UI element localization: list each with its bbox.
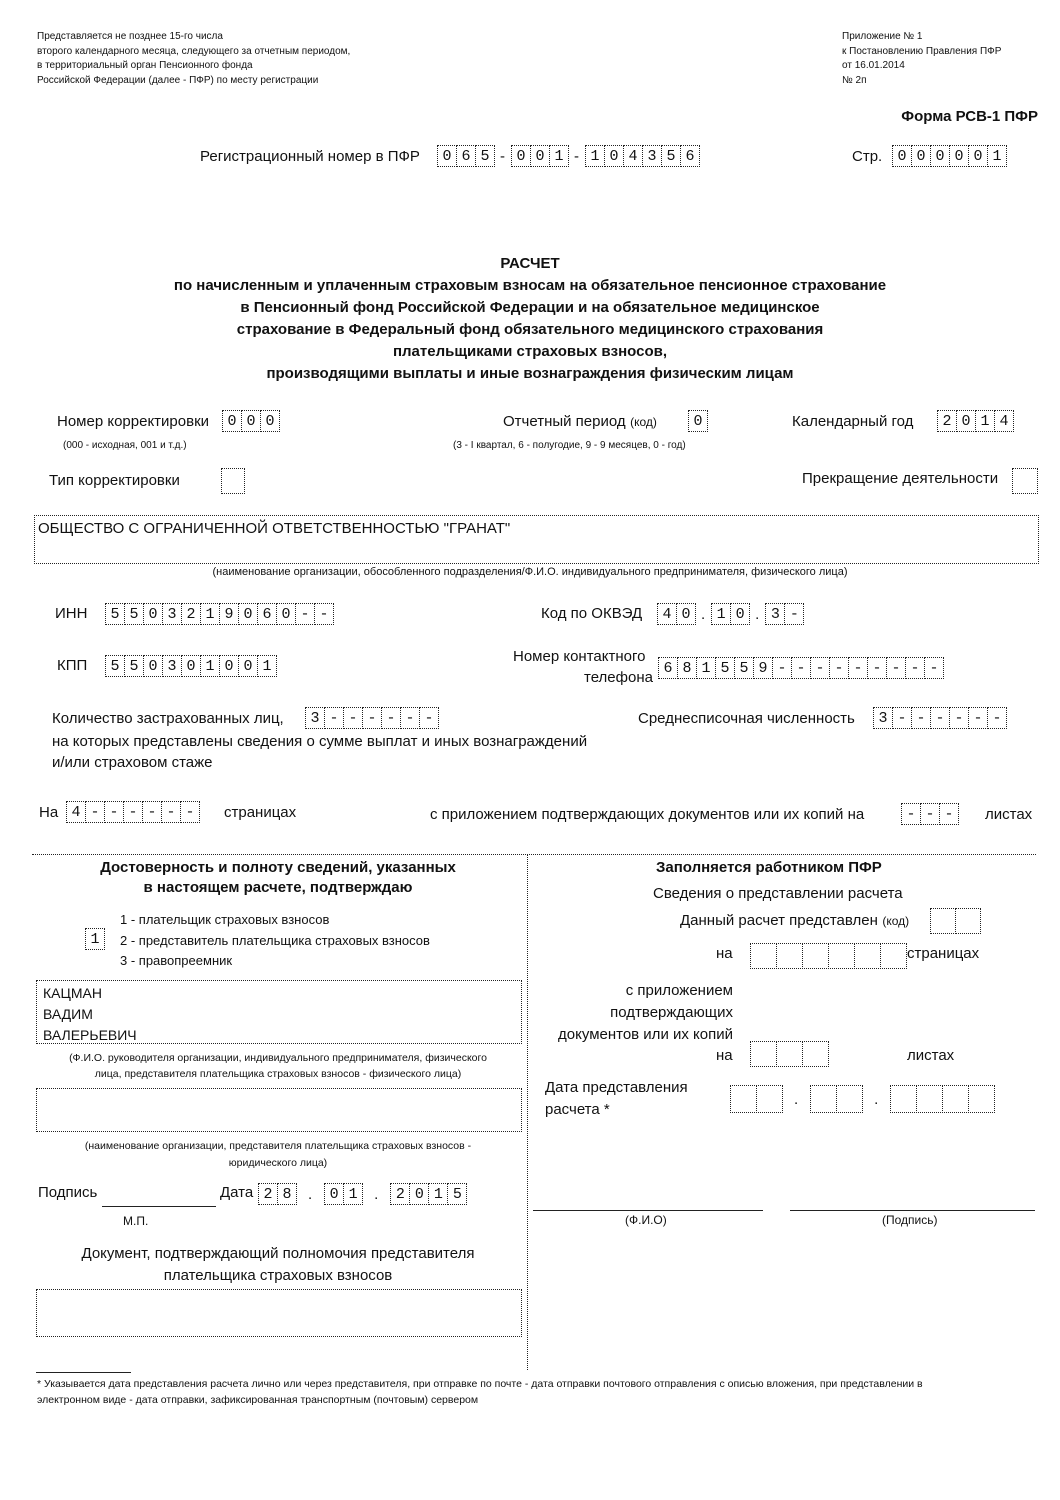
avg-cell[interactable]: -: [987, 707, 1007, 729]
reg-cell[interactable]: 6: [680, 145, 700, 167]
reg-cell[interactable]: 5: [475, 145, 495, 167]
pfr-subheading: Сведения о представлении расчета: [653, 885, 903, 902]
reg-cell[interactable]: 0: [437, 145, 457, 167]
correction-number-label: Номер корректировки: [57, 413, 210, 430]
reg-cell[interactable]: 0: [530, 145, 550, 167]
pfr-date-cell[interactable]: [942, 1085, 969, 1113]
avg-cell[interactable]: -: [892, 707, 912, 729]
page-cell[interactable]: 0: [892, 145, 912, 167]
section-divider: [32, 854, 1036, 855]
pfr-fio-line[interactable]: [533, 1210, 763, 1211]
fio-name: ВАДИМ: [43, 1006, 93, 1022]
insured-cell[interactable]: -: [400, 707, 420, 729]
kpp-cell[interactable]: 0: [181, 655, 201, 677]
inn-cell[interactable]: -: [314, 603, 334, 625]
kpp-cell[interactable]: 0: [238, 655, 258, 677]
page-cell[interactable]: 1: [987, 145, 1007, 167]
period-hint: (3 - I квартал, 6 - полугодие, 9 - 9 месяцев, 0 - год): [453, 440, 686, 451]
title-line: страхование в Федеральный фонд обязательного медицинского страхования: [236, 321, 824, 338]
okved-dot: .: [755, 605, 760, 623]
note-line: от 16.01.2014: [842, 60, 905, 71]
pfr-pages-cell[interactable]: [776, 943, 803, 969]
confirmation-heading: [32, 858, 524, 898]
period-label-group: [503, 413, 657, 431]
phone-cell[interactable]: 6: [658, 657, 678, 679]
pfr-pages-cell[interactable]: [750, 943, 777, 969]
pfr-attachment-label: [540, 980, 733, 1046]
page-label: Стр.: [852, 148, 883, 165]
phone-label-line2: телефона: [584, 669, 653, 686]
footnote-rule: [36, 1372, 131, 1373]
pfr-date-label: [545, 1077, 688, 1121]
inn-cell[interactable]: 3: [162, 603, 182, 625]
signer-fio: [43, 983, 137, 1046]
inn-cell[interactable]: 1: [200, 603, 220, 625]
correction-cell[interactable]: 0: [222, 410, 242, 432]
pfr-date-cell[interactable]: [890, 1085, 917, 1113]
okved-label: Код по ОКВЭД: [541, 605, 643, 622]
kpp-cell[interactable]: 1: [257, 655, 277, 677]
date-dot: .: [308, 1185, 313, 1203]
kpp-cell[interactable]: 1: [200, 655, 220, 677]
inn-cell[interactable]: 0: [276, 603, 296, 625]
organization-hint: (наименование организации, обособленного подразделения/Ф.И.О. индивидуального предпринимателя, физического лица): [212, 566, 848, 578]
note-line: № 2п: [842, 74, 867, 86]
signer-fio-field[interactable]: [36, 980, 522, 1044]
date-cell[interactable]: 1: [428, 1183, 448, 1205]
insured-cell[interactable]: -: [381, 707, 401, 729]
pfr-pages-cell[interactable]: [828, 943, 855, 969]
period-label: Отчетный период: [503, 413, 626, 430]
hint-line: юридического лица): [228, 1157, 328, 1169]
signer-options: [120, 910, 430, 972]
okved-dot: .: [701, 605, 706, 623]
inn-cell[interactable]: 5: [105, 603, 125, 625]
pages-prefix: На: [39, 804, 59, 821]
kpp-cell[interactable]: 3: [162, 655, 182, 677]
form-name: Форма РСВ-1 ПФР: [901, 108, 1038, 125]
okved-cell[interactable]: 1: [711, 603, 731, 625]
pfr-date-cell[interactable]: [810, 1085, 837, 1113]
pages-suffix: страницах: [224, 804, 297, 821]
authority-doc-label: [32, 1243, 524, 1287]
pfr-sheets-cell[interactable]: [776, 1041, 803, 1067]
note-line: Представляется не позднее 15-го числа: [37, 31, 223, 42]
phone-cell[interactable]: 8: [677, 657, 697, 679]
presented-label: Данный расчет представлен: [680, 912, 878, 929]
phone-cell[interactable]: -: [924, 657, 944, 679]
pfr-date-cell[interactable]: [968, 1085, 995, 1113]
pfr-pages-word: страницах: [907, 945, 980, 962]
phone-cell[interactable]: -: [867, 657, 887, 679]
insured-label-line1: Количество застрахованных лиц,: [52, 710, 284, 727]
phone-cell[interactable]: 9: [753, 657, 773, 679]
correction-cell[interactable]: 0: [260, 410, 280, 432]
termination-label: Прекращение деятельности: [802, 470, 999, 487]
document-title: [0, 253, 1060, 385]
pfr-date-dot: .: [794, 1090, 799, 1108]
reg-cell[interactable]: 0: [604, 145, 624, 167]
phone-cell[interactable]: -: [810, 657, 830, 679]
presented-label-group: [680, 912, 909, 930]
correction-hint: (000 - исходная, 001 и т.д.): [63, 440, 187, 451]
appendix-note: [842, 30, 1001, 88]
title-line: в Пенсионный фонд Российской Федерации и на обязательное медицинское: [240, 299, 820, 316]
insured-label-line2: на которых представлены сведения о сумме выплат и иных вознаграждений: [52, 733, 588, 750]
page-cell[interactable]: 0: [968, 145, 988, 167]
avg-headcount-label: Среднесписочная численность: [638, 710, 855, 727]
attachment-suffix: листах: [985, 806, 1033, 823]
note-line: к Постановлению Правления ПФР: [842, 45, 1002, 57]
pfr-sheets-cell[interactable]: [802, 1041, 829, 1067]
pages-cell[interactable]: -: [85, 801, 105, 823]
date-cell[interactable]: 5: [447, 1183, 467, 1205]
pages-cell[interactable]: -: [104, 801, 124, 823]
phone-cell[interactable]: -: [886, 657, 906, 679]
kpp-cell[interactable]: 5: [124, 655, 144, 677]
attachment-cell[interactable]: -: [901, 803, 921, 825]
pfr-on-label: на: [716, 945, 733, 962]
heading-line: в настоящем расчете, подтверждаю: [143, 879, 413, 896]
okved-cell[interactable]: -: [784, 603, 804, 625]
signer-option: 1 - плательщик страховых взносов: [120, 912, 330, 927]
insured-label-line3: и/или страховом стаже: [52, 754, 213, 771]
pfr-pages-cell[interactable]: [880, 943, 907, 969]
pfr-code-cell[interactable]: [930, 908, 956, 934]
pages-cell[interactable]: -: [123, 801, 143, 823]
note-line: Российской Федерации (далее - ПФР) по месту регистрации: [37, 74, 319, 86]
reg-separator: -: [500, 147, 505, 165]
pfr-pages-cell[interactable]: [802, 943, 829, 969]
reg-cell[interactable]: 1: [585, 145, 605, 167]
okved-cell[interactable]: 0: [676, 603, 696, 625]
insured-cell[interactable]: -: [324, 707, 344, 729]
reg-cell[interactable]: 1: [549, 145, 569, 167]
attachment-cell[interactable]: -: [920, 803, 940, 825]
date-cell[interactable]: 1: [343, 1183, 363, 1205]
year-cell[interactable]: 2: [937, 410, 957, 432]
period-cell[interactable]: 0: [688, 410, 708, 432]
reg-cell[interactable]: 5: [661, 145, 681, 167]
label-line: документов или их копий: [558, 1026, 733, 1043]
representative-org-field[interactable]: [36, 1088, 522, 1132]
page-cell[interactable]: 0: [949, 145, 969, 167]
pfr-date-cell[interactable]: [756, 1085, 783, 1113]
page-cell[interactable]: 0: [911, 145, 931, 167]
fio-hint: [32, 1050, 524, 1082]
title-main: РАСЧЕТ: [500, 255, 560, 272]
insured-cell[interactable]: -: [343, 707, 363, 729]
correction-cell[interactable]: 0: [241, 410, 261, 432]
date-cell[interactable]: 0: [409, 1183, 429, 1205]
signature-line[interactable]: [102, 1206, 216, 1207]
phone-cell[interactable]: 1: [696, 657, 716, 679]
pfr-fio-caption: (Ф.И.О): [625, 1213, 667, 1227]
pages-cell[interactable]: -: [161, 801, 181, 823]
avg-cell[interactable]: -: [930, 707, 950, 729]
reg-separator: -: [574, 147, 579, 165]
organization-name: ОБЩЕСТВО С ОГРАНИЧЕННОЙ ОТВЕТСТВЕННОСТЬЮ "ГРАНАТ": [38, 520, 511, 537]
org-hint: [32, 1138, 524, 1172]
date-dot: .: [374, 1185, 379, 1203]
avg-cell[interactable]: -: [911, 707, 931, 729]
inn-cell[interactable]: 0: [143, 603, 163, 625]
avg-cell[interactable]: 3: [873, 707, 893, 729]
reg-cell[interactable]: 0: [511, 145, 531, 167]
year-cell[interactable]: 4: [994, 410, 1014, 432]
hint-line: (Ф.И.О. руководителя организации, индивидуального предпринимателя, физического: [69, 1052, 487, 1064]
heading-line: Достоверность и полноту сведений, указанных: [100, 859, 456, 876]
pfr-signature-line[interactable]: [790, 1210, 1035, 1211]
signer-type-cell[interactable]: 1: [85, 928, 105, 950]
reg-cell[interactable]: 3: [642, 145, 662, 167]
okved-cell[interactable]: 3: [765, 603, 785, 625]
footnote-line: * Указывается дата представления расчета лично или через представителя, при отправке по почте - дата отправки почтового отправления с описью вложения, при представлении в: [37, 1378, 923, 1390]
fio-patronymic: ВАЛЕРЬЕВИЧ: [43, 1027, 137, 1043]
fio-surname: КАЦМАН: [43, 985, 102, 1001]
kpp-cell[interactable]: 0: [219, 655, 239, 677]
date-label: Дата: [220, 1184, 254, 1201]
date-cell[interactable]: 2: [390, 1183, 410, 1205]
insured-cell[interactable]: -: [362, 707, 382, 729]
pfr-date-dot: .: [874, 1090, 879, 1108]
reg-number-label: Регистрационный номер в ПФР: [200, 148, 420, 165]
reg-cell[interactable]: 6: [456, 145, 476, 167]
termination-cell[interactable]: [1012, 468, 1038, 494]
phone-cell[interactable]: -: [791, 657, 811, 679]
phone-cell[interactable]: -: [848, 657, 868, 679]
pfr-pages-cell[interactable]: [854, 943, 881, 969]
phone-cell[interactable]: -: [905, 657, 925, 679]
pfr-signature-caption: (Подпись): [882, 1213, 938, 1227]
pages-cell[interactable]: 4: [66, 801, 86, 823]
label-line: плательщика страховых взносов: [163, 1267, 393, 1284]
kpp-label: КПП: [57, 657, 88, 674]
presented-code-label: (код): [882, 914, 910, 928]
pfr-sheets-cell[interactable]: [750, 1041, 777, 1067]
okved-cell[interactable]: 0: [730, 603, 750, 625]
attachment-label: с приложением подтверждающих документов или их копий на: [430, 806, 865, 823]
date-cell[interactable]: 8: [277, 1183, 297, 1205]
pfr-on-label-2: на: [716, 1047, 733, 1064]
title-line: по начисленным и уплаченным страховым взносам на обязательное пенсионное страхование: [173, 277, 887, 294]
pages-cell[interactable]: -: [142, 801, 162, 823]
period-code-label: (код): [630, 415, 657, 429]
inn-cell[interactable]: 9: [219, 603, 239, 625]
year-label: Календарный год: [792, 413, 914, 430]
inn-cell[interactable]: 2: [181, 603, 201, 625]
okved-cell[interactable]: 4: [657, 603, 677, 625]
reg-cell[interactable]: 4: [623, 145, 643, 167]
page-cell[interactable]: 0: [930, 145, 950, 167]
title-line: плательщиками страховых взносов,: [392, 343, 668, 360]
kpp-cell[interactable]: 5: [105, 655, 125, 677]
insured-cell[interactable]: -: [419, 707, 439, 729]
correction-type-label: Тип корректировки: [49, 472, 180, 489]
organization-name-field[interactable]: [34, 515, 1039, 564]
kpp-cell[interactable]: 0: [143, 655, 163, 677]
avg-cell[interactable]: -: [949, 707, 969, 729]
title-line: производящими выплаты и иные вознаграждения физическим лицам: [266, 365, 794, 382]
stamp-place: М.П.: [123, 1214, 149, 1228]
signer-option: 3 - правопреемник: [120, 953, 233, 968]
pfr-date-cell[interactable]: [916, 1085, 943, 1113]
inn-label: ИНН: [55, 605, 88, 622]
note-line: Приложение № 1: [842, 31, 923, 42]
inn-cell[interactable]: 6: [257, 603, 277, 625]
pages-cell[interactable]: -: [180, 801, 200, 823]
footnote-line: электронном виде - дата отправки, зафиксированная транспортным (почтовым) сервером: [37, 1394, 479, 1406]
authority-doc-field[interactable]: [36, 1289, 522, 1337]
footnote: [37, 1376, 1027, 1408]
inn-cell[interactable]: 5: [124, 603, 144, 625]
date-cell[interactable]: 0: [324, 1183, 344, 1205]
phone-cell[interactable]: -: [772, 657, 792, 679]
section-vertical-divider: [527, 854, 528, 1370]
date-cell[interactable]: 2: [258, 1183, 278, 1205]
inn-cell[interactable]: -: [295, 603, 315, 625]
label-line: расчета *: [545, 1101, 610, 1118]
pfr-sheets-word: листах: [907, 1047, 955, 1064]
correction-type-cell[interactable]: [221, 468, 245, 494]
pfr-date-cell[interactable]: [730, 1085, 757, 1113]
pfr-date-cell[interactable]: [836, 1085, 863, 1113]
phone-cell[interactable]: 5: [715, 657, 735, 679]
note-line: в территориальный орган Пенсионного фонда: [37, 60, 253, 71]
label-line: Документ, подтверждающий полномочия представителя: [81, 1245, 475, 1262]
label-line: подтверждающих: [610, 1004, 733, 1021]
hint-line: лица, представителя плательщика страховых взносов - физического лица): [94, 1068, 462, 1080]
submission-note: [37, 30, 350, 88]
phone-cell[interactable]: -: [829, 657, 849, 679]
avg-cell[interactable]: -: [968, 707, 988, 729]
phone-cell[interactable]: 5: [734, 657, 754, 679]
signer-option: 2 - представитель плательщика страховых взносов: [120, 932, 430, 948]
year-cell[interactable]: 1: [975, 410, 995, 432]
label-line: Дата представления: [545, 1079, 688, 1096]
signature-label: Подпись: [38, 1184, 98, 1201]
note-line: второго календарного месяца, следующего за отчетным периодом,: [37, 45, 351, 57]
attachment-cell[interactable]: -: [939, 803, 959, 825]
pfr-code-cell[interactable]: [955, 908, 981, 934]
year-cell[interactable]: 0: [956, 410, 976, 432]
inn-cell[interactable]: 0: [238, 603, 258, 625]
pfr-heading: Заполняется работником ПФР: [656, 859, 882, 876]
insured-cell[interactable]: 3: [305, 707, 325, 729]
phone-label-line1: Номер контактного: [513, 648, 646, 665]
label-line: с приложением: [625, 982, 733, 999]
hint-line: (наименование организации, представителя плательщика страховых взносов -: [84, 1140, 472, 1152]
